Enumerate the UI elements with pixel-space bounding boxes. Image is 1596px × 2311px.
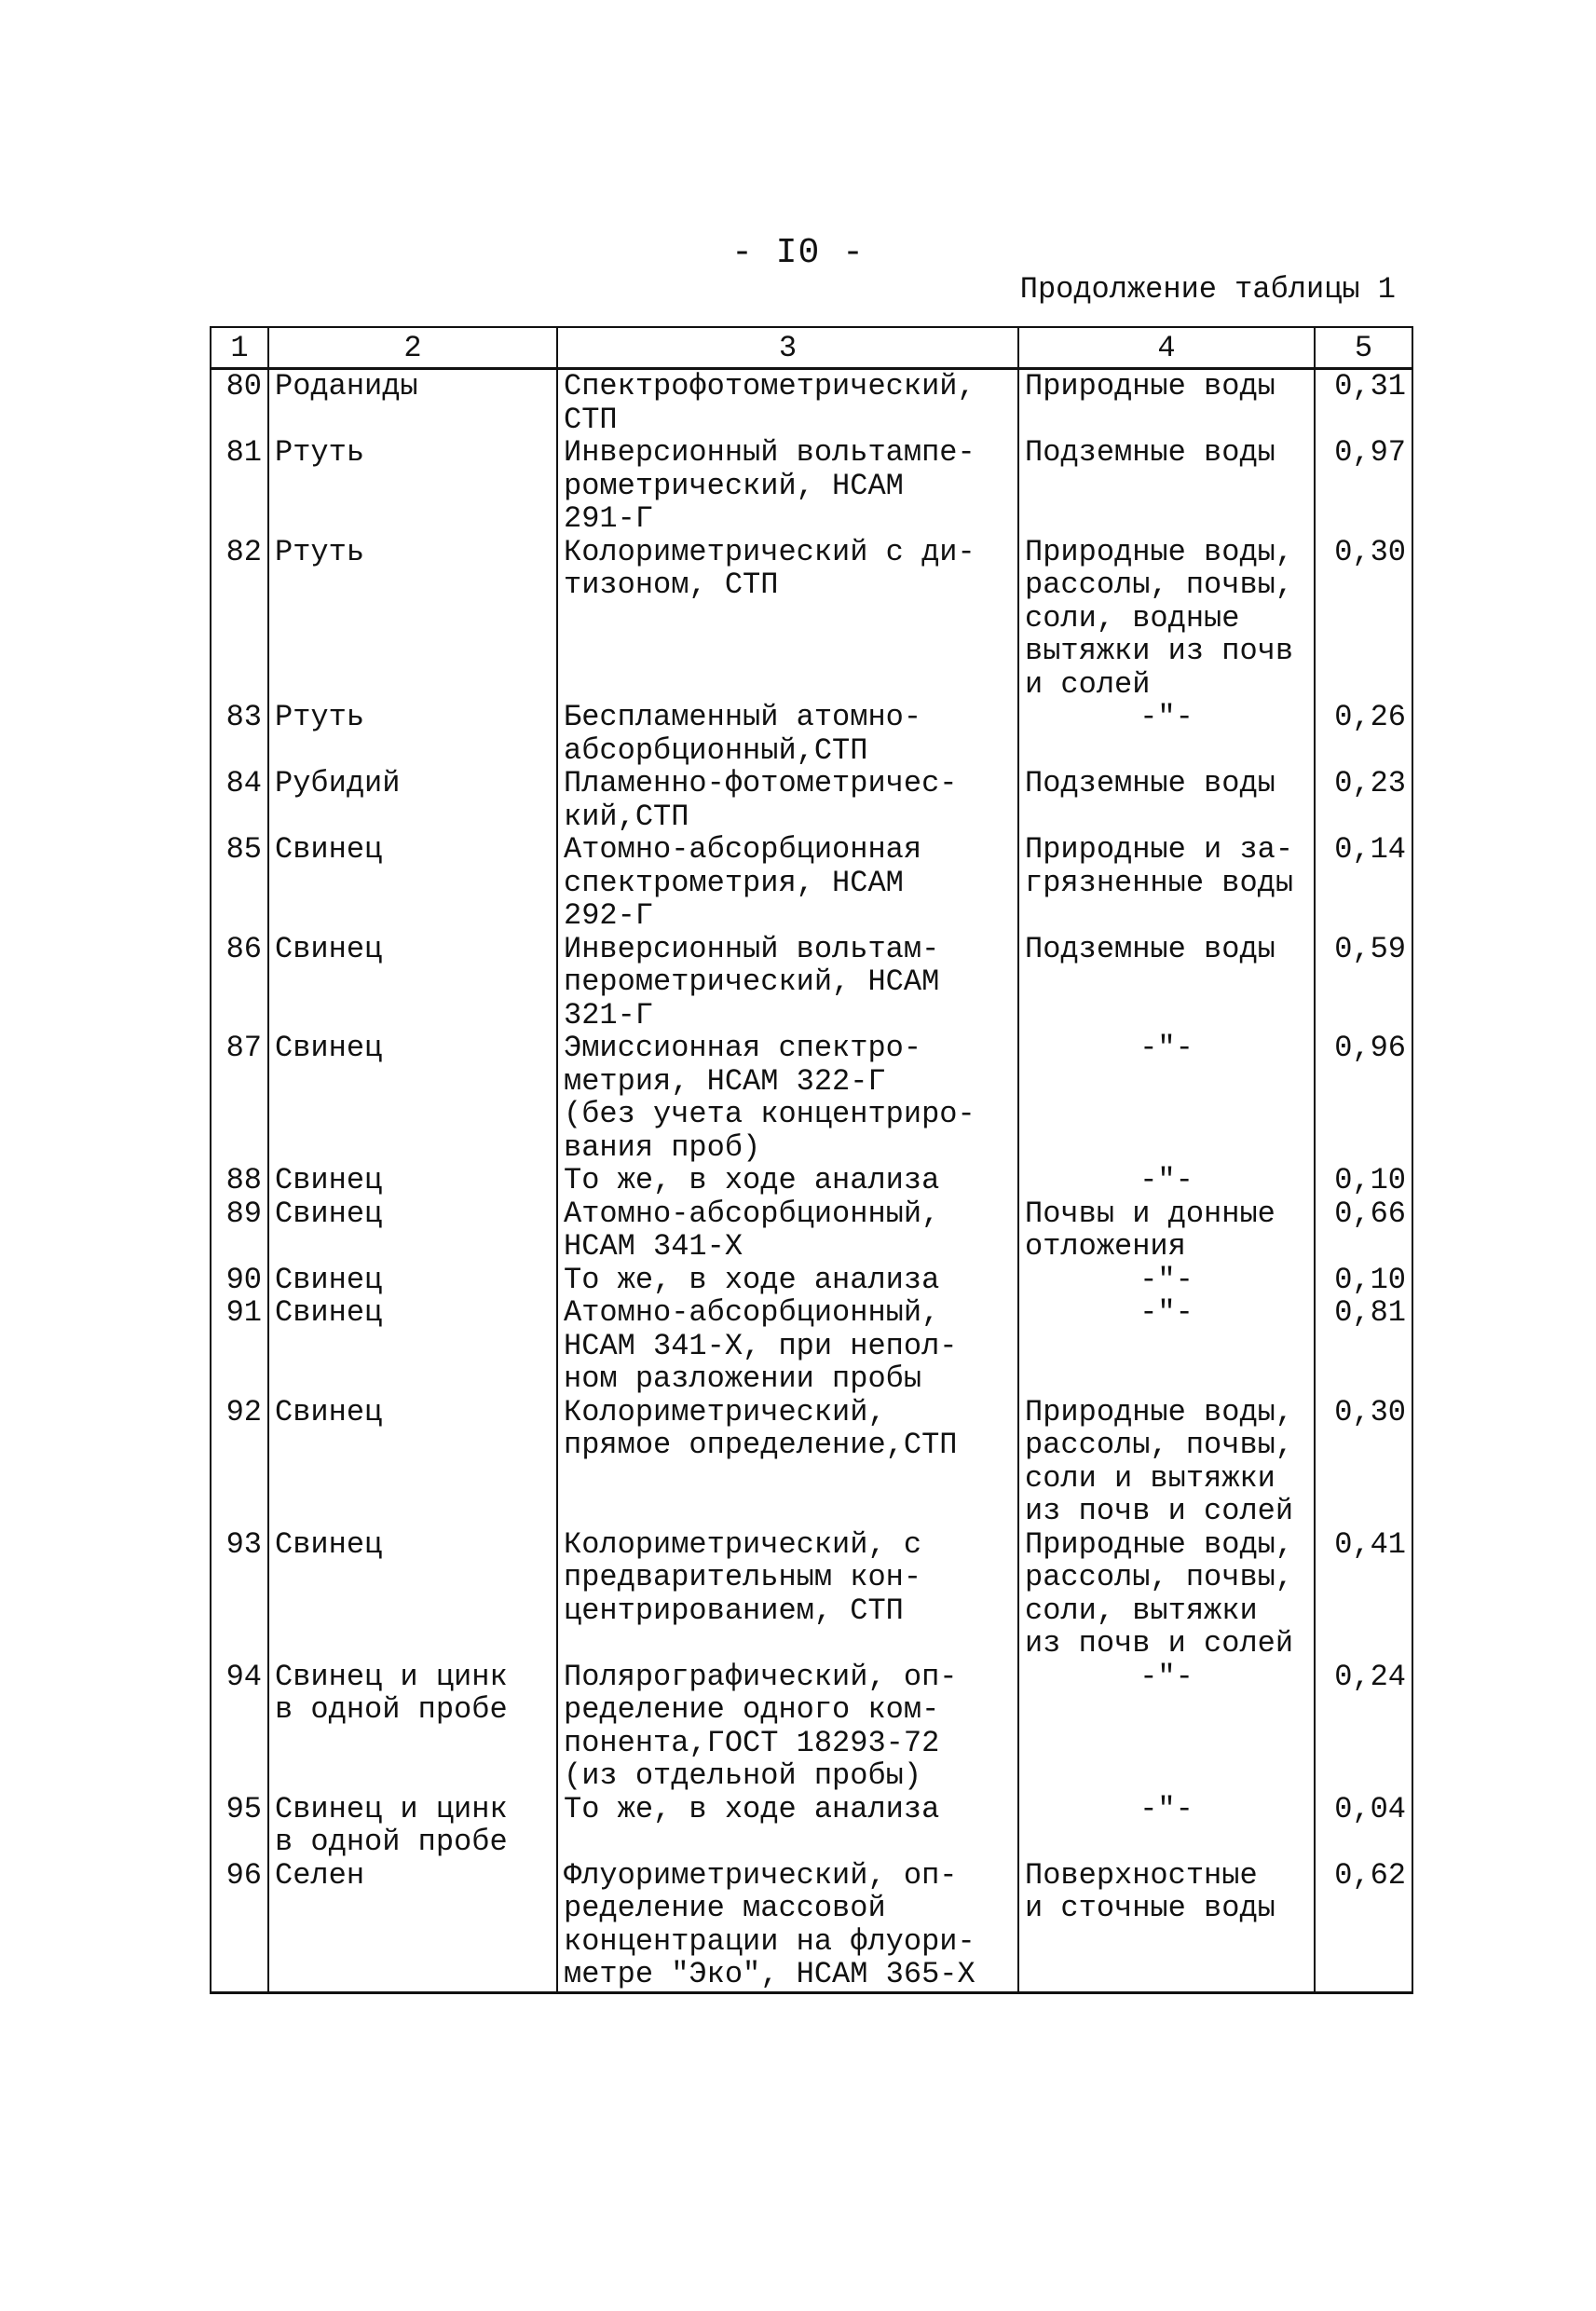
- table-row: [211, 1164, 1412, 1197]
- row-medium: Поверхностные и сточные воды: [1018, 1859, 1315, 1993]
- row-value: 0,30: [1315, 536, 1412, 702]
- row-element: Свинец: [268, 1396, 557, 1528]
- row-medium: Подземные воды: [1018, 436, 1315, 536]
- row-method: То же, в ходе анализа: [557, 1793, 1018, 1859]
- row-element: Свинец: [268, 933, 557, 1032]
- row-number: 86: [211, 933, 268, 1032]
- table-row: [211, 1296, 1412, 1396]
- column-header-method: 3: [557, 327, 1018, 369]
- row-method: Колориметрический, с предварительным кон- центрированием, СТП: [557, 1528, 1018, 1661]
- row-element: Роданиды: [268, 369, 557, 437]
- row-element: Свинец: [268, 1528, 557, 1661]
- row-element: Рубидий: [268, 767, 557, 833]
- row-element: Свинец: [268, 833, 557, 933]
- table-row: [211, 767, 1412, 833]
- row-number: 88: [211, 1164, 268, 1197]
- row-method: Колориметрический с ди- тизоном, СТП: [557, 536, 1018, 702]
- row-number: 82: [211, 536, 268, 702]
- row-medium: Природные воды, рассолы, почвы, соли и вытяжки из почв и солей: [1018, 1396, 1315, 1528]
- row-method: Атомно-абсорбционный, НСАМ 341-Х, при непол- ном разложении пробы: [557, 1296, 1018, 1396]
- row-number: 93: [211, 1528, 268, 1661]
- row-medium: -"-: [1018, 1032, 1315, 1164]
- table-continuation-label: Продолжение таблицы 1: [1019, 272, 1396, 307]
- row-value: 0,81: [1315, 1296, 1412, 1396]
- row-element: Свинец: [268, 1264, 557, 1297]
- table-row: [211, 1264, 1412, 1297]
- table-row: [211, 536, 1412, 702]
- row-method: Спектрофотометрический, СТП: [557, 369, 1018, 437]
- row-medium: -"-: [1018, 701, 1315, 767]
- row-number: 81: [211, 436, 268, 536]
- row-method: Флуориметрический, оп- ределение массовой концентрации на флуори- метре "Эко", НСАМ 365-Х: [557, 1859, 1018, 1993]
- table-row: [211, 1859, 1412, 1993]
- column-header-element: 2: [268, 327, 557, 369]
- row-medium: Подземные воды: [1018, 767, 1315, 833]
- row-medium: Почвы и донные отложения: [1018, 1197, 1315, 1264]
- row-medium: Природные и за- грязненные воды: [1018, 833, 1315, 933]
- row-value: 0,24: [1315, 1661, 1412, 1793]
- row-value: 0,04: [1315, 1793, 1412, 1859]
- row-value: 0,14: [1315, 833, 1412, 933]
- table-row: [211, 1528, 1412, 1661]
- table-row: [211, 436, 1412, 536]
- row-number: 96: [211, 1859, 268, 1993]
- table-row: [211, 369, 1412, 437]
- table-row: [211, 1793, 1412, 1859]
- row-value: 0,31: [1315, 369, 1412, 437]
- table-row: [211, 833, 1412, 933]
- row-method: Атомно-абсорбционный, НСАМ 341-Х: [557, 1197, 1018, 1264]
- row-value: 0,26: [1315, 701, 1412, 767]
- row-value: 0,23: [1315, 767, 1412, 833]
- row-value: 0,66: [1315, 1197, 1412, 1264]
- row-element: Свинец: [268, 1296, 557, 1396]
- row-number: 84: [211, 767, 268, 833]
- column-header-medium: 4: [1018, 327, 1315, 369]
- row-element: Свинец: [268, 1197, 557, 1264]
- row-value: 0,10: [1315, 1264, 1412, 1297]
- row-element: Селен: [268, 1859, 557, 1993]
- row-value: 0,30: [1315, 1396, 1412, 1528]
- row-element: Свинец: [268, 1032, 557, 1164]
- row-method: Полярографический, оп- ределение одного ком- понента,ГОСТ 18293-72 (из отдельной пробы): [557, 1661, 1018, 1793]
- row-element: Ртуть: [268, 701, 557, 767]
- row-medium: Природные воды, рассолы, почвы, соли, водные вытяжки из почв и солей: [1018, 536, 1315, 702]
- row-value: 0,97: [1315, 436, 1412, 536]
- row-medium: -"-: [1018, 1296, 1315, 1396]
- row-number: 87: [211, 1032, 268, 1164]
- row-method: Инверсионный вольтам- перометрический, НСАМ 321-Г: [557, 933, 1018, 1032]
- row-element: Свинец и цинк в одной пробе: [268, 1661, 557, 1793]
- row-element: Свинец: [268, 1164, 557, 1197]
- row-number: 83: [211, 701, 268, 767]
- column-header-number: 1: [211, 327, 268, 369]
- row-method: Беспламенный атомно- абсорбционный,СТП: [557, 701, 1018, 767]
- row-value: 0,96: [1315, 1032, 1412, 1164]
- row-element: Ртуть: [268, 536, 557, 702]
- row-element: Свинец и цинк в одной пробе: [268, 1793, 557, 1859]
- row-number: 95: [211, 1793, 268, 1859]
- row-value: 0,59: [1315, 933, 1412, 1032]
- row-method: Инверсионный вольтампе- рометрический, НСАМ 291-Г: [557, 436, 1018, 536]
- row-medium: Подземные воды: [1018, 933, 1315, 1032]
- row-medium: -"-: [1018, 1661, 1315, 1793]
- column-header-value: 5: [1315, 327, 1412, 369]
- table-row: [211, 933, 1412, 1032]
- table-row: [211, 701, 1412, 767]
- row-method: То же, в ходе анализа: [557, 1164, 1018, 1197]
- table-row: [211, 1032, 1412, 1164]
- row-method: Пламенно-фотометричес- кий,СТП: [557, 767, 1018, 833]
- row-method: Эмиссионная спектро- метрия, НСАМ 322-Г (без учета концентриро- вания проб): [557, 1032, 1018, 1164]
- methods-table: [210, 326, 1413, 1994]
- row-medium: -"-: [1018, 1793, 1315, 1859]
- row-value: 0,41: [1315, 1528, 1412, 1661]
- table-row: [211, 1661, 1412, 1793]
- row-value: 0,10: [1315, 1164, 1412, 1197]
- row-number: 92: [211, 1396, 268, 1528]
- row-medium: Природные воды: [1018, 369, 1315, 437]
- table-row: [211, 1396, 1412, 1528]
- table-row: [211, 1197, 1412, 1264]
- row-element: Ртуть: [268, 436, 557, 536]
- row-method: Атомно-абсорбционная спектрометрия, НСАМ 292-Г: [557, 833, 1018, 933]
- row-number: 89: [211, 1197, 268, 1264]
- row-method: Колориметрический, прямое определение,СТП: [557, 1396, 1018, 1528]
- row-number: 85: [211, 833, 268, 933]
- row-medium: -"-: [1018, 1264, 1315, 1297]
- row-number: 90: [211, 1264, 268, 1297]
- row-medium: Природные воды, рассолы, почвы, соли, вытяжки из почв и солей: [1018, 1528, 1315, 1661]
- table-header-row: [211, 327, 1412, 369]
- row-method: То же, в ходе анализа: [557, 1264, 1018, 1297]
- page-number: - I0 -: [731, 233, 865, 273]
- row-number: 94: [211, 1661, 268, 1793]
- row-value: 0,62: [1315, 1859, 1412, 1993]
- row-medium: -"-: [1018, 1164, 1315, 1197]
- row-number: 91: [211, 1296, 268, 1396]
- row-number: 80: [211, 369, 268, 437]
